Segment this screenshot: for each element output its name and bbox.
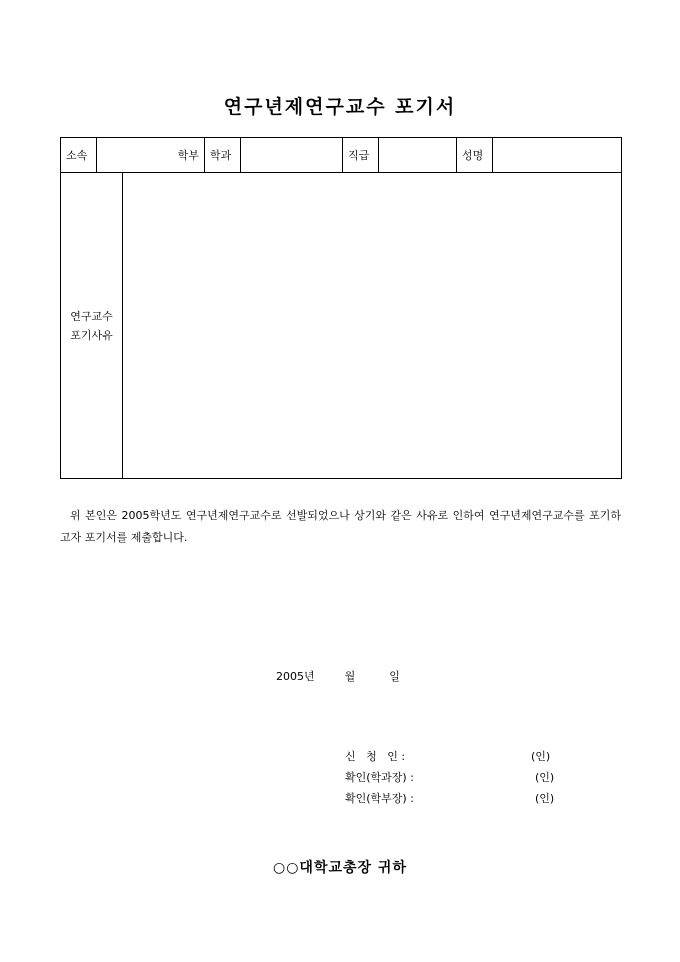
department-field[interactable] <box>241 138 343 173</box>
position-label: 직급 <box>343 138 379 173</box>
signature-department-head-seal: (인) <box>535 771 555 784</box>
date-day: 일 <box>389 670 400 683</box>
reason-field[interactable] <box>123 173 622 479</box>
reason-row <box>61 173 622 479</box>
name-label: 성명 <box>457 138 493 173</box>
signature-applicant <box>345 748 551 764</box>
reason-label-line1: 연구교수 <box>70 309 113 323</box>
info-row <box>61 138 622 173</box>
signature-department-head-label: 확인(학과장) : <box>345 771 414 784</box>
statement-paragraph: 위 본인은 2005학년도 연구년제연구교수로 선발되었으나 상기와 같은 사유로 인하여 연구년제연구교수를 포기하고자 포기서를 제출합니다. <box>60 509 621 544</box>
addressee: ○○대학교총장 귀하 <box>273 860 407 876</box>
name-field[interactable] <box>493 138 622 173</box>
application-form-table <box>60 137 622 479</box>
signature-department-head <box>345 769 555 785</box>
affiliation-label: 소속 <box>61 138 97 173</box>
document-title: 연구년제연구교수 포기서 <box>223 96 457 118</box>
date-month: 월 <box>344 670 356 683</box>
reason-label <box>61 173 123 479</box>
signature-applicant-seal: (인) <box>531 750 551 763</box>
reason-label-line2: 포기사유 <box>70 328 113 342</box>
signature-division-head <box>345 790 555 806</box>
date-line <box>276 668 400 684</box>
date-year: 2005년 <box>276 670 315 683</box>
department-label: 학과 <box>205 138 241 173</box>
division-label: 학부 <box>97 138 205 173</box>
signature-applicant-label: 신 청 인 : <box>345 750 406 763</box>
signature-division-head-seal: (인) <box>535 792 555 805</box>
signature-division-head-label: 확인(학부장) : <box>345 792 414 805</box>
position-field[interactable] <box>379 138 457 173</box>
